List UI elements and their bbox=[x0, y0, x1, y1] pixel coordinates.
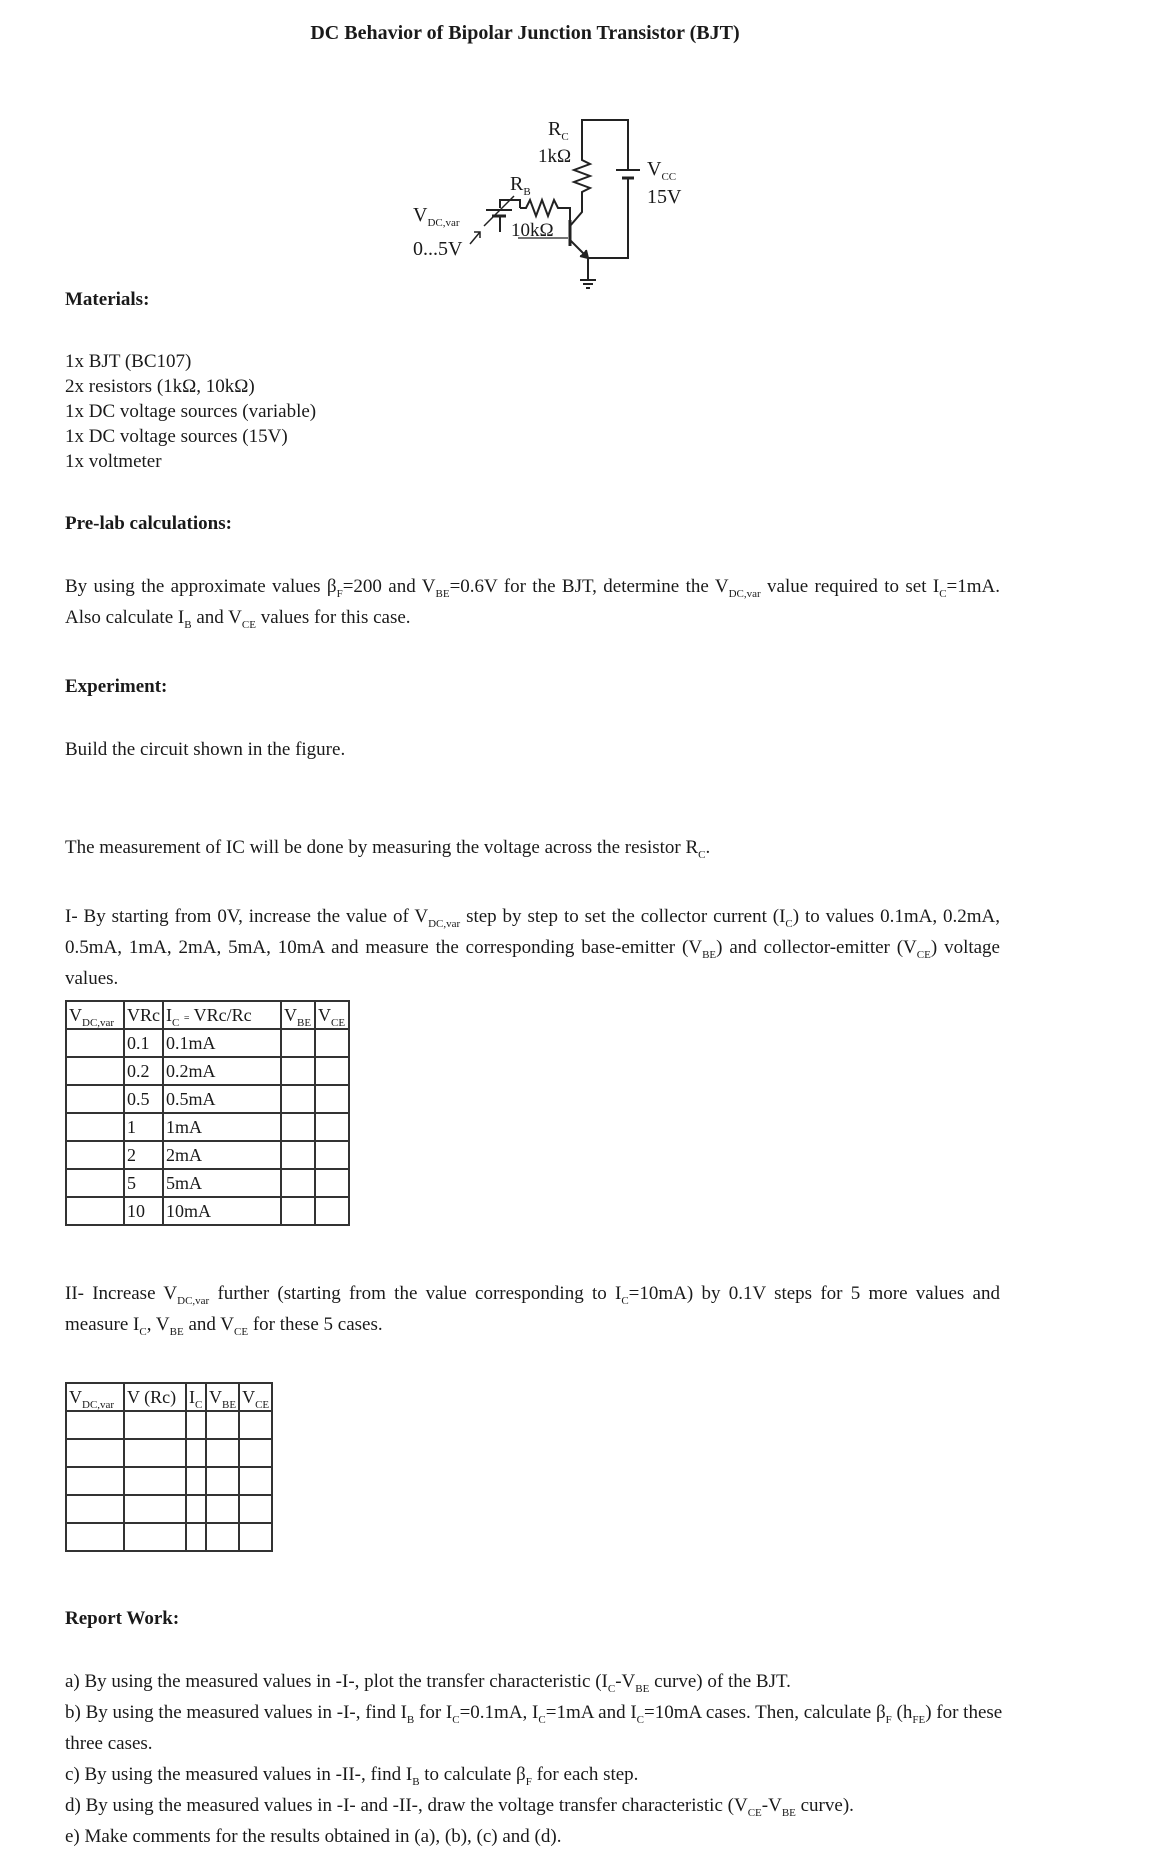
cell-ic: 5mA bbox=[163, 1169, 281, 1197]
measurement-note: The measurement of IC will be done by measuring the voltage across the resistor $R_C$. bbox=[65, 837, 711, 861]
table-row bbox=[66, 1085, 349, 1113]
vcc-label: $V_{CC}$ bbox=[647, 158, 677, 183]
cell-vce[interactable] bbox=[315, 1141, 349, 1169]
cell-vce[interactable] bbox=[239, 1495, 272, 1523]
cell-vce[interactable] bbox=[315, 1057, 349, 1085]
cell-vrc[interactable] bbox=[124, 1411, 186, 1439]
cell-vrc[interactable] bbox=[124, 1523, 186, 1551]
rb-value: 10kΩ bbox=[511, 220, 554, 241]
cell-vbe[interactable] bbox=[281, 1169, 315, 1197]
cell-vbe[interactable] bbox=[281, 1141, 315, 1169]
table-row bbox=[66, 1467, 272, 1495]
cell-vbe[interactable] bbox=[281, 1197, 315, 1225]
cell-vbe[interactable] bbox=[281, 1113, 315, 1141]
table-row bbox=[66, 1141, 349, 1169]
table-row bbox=[66, 1197, 349, 1225]
header-vbe: $V_{BE}$ bbox=[281, 1001, 315, 1029]
cell-ic: 0.2mA bbox=[163, 1057, 281, 1085]
cell-vdc[interactable] bbox=[66, 1523, 124, 1551]
report-item-c: c) By using the measured values in -II-, find $I_B$ to calculate $\beta_F$ for each step. bbox=[65, 1764, 639, 1788]
cell-vdc[interactable] bbox=[66, 1029, 124, 1057]
materials-heading: Materials: bbox=[65, 289, 150, 310]
materials-item: 2x resistors (1kΩ, 10kΩ) bbox=[65, 376, 255, 397]
rc-label: $R_C$ bbox=[548, 118, 569, 143]
cell-vbe[interactable] bbox=[281, 1029, 315, 1057]
cell-vdc[interactable] bbox=[66, 1085, 124, 1113]
header-vrc: VRc bbox=[124, 1001, 163, 1029]
materials-item: 1x DC voltage sources (15V) bbox=[65, 426, 288, 447]
page-title: DC Behavior of Bipolar Junction Transistor (BJT) bbox=[310, 22, 740, 44]
cell-vrc: 2 bbox=[124, 1141, 163, 1169]
measurement-table-2 bbox=[65, 1382, 273, 1552]
vcc-value: 15V bbox=[647, 186, 682, 208]
cell-vrc[interactable] bbox=[124, 1495, 186, 1523]
header-ic: $I_C = VRc/Rc$ bbox=[163, 1001, 281, 1029]
part2-instructions: II- Increase $V_{DC,var}$ further (starting from the value corresponding to $I_C=10mA$) by 0.1V steps for 5 more values and measure $I_C$, $V_{BE}$ and $V_{CE}$ for these 5 cases. bbox=[65, 1283, 1000, 1338]
cell-ic: 0.1mA bbox=[163, 1029, 281, 1057]
report-item-d: d) By using the measured values in -I- and -II-, draw the voltage transfer characteristic ($V_{CE}-V_{BE}$ curve). bbox=[65, 1795, 854, 1819]
header-vce: $V_{CE}$ bbox=[239, 1383, 272, 1411]
cell-vdc[interactable] bbox=[66, 1057, 124, 1085]
experiment-heading: Experiment: bbox=[65, 676, 168, 697]
cell-vdc[interactable] bbox=[66, 1197, 124, 1225]
report-list bbox=[65, 1666, 1025, 1852]
cell-vbe[interactable] bbox=[206, 1523, 239, 1551]
cell-vdc[interactable] bbox=[66, 1467, 124, 1495]
report-item-b: b) By using the measured values in -I-, find $I_B$ for $I_C=0.1mA$, $I_C=1mA$ and $I_C=10mA$ cases. Then, calculate $\beta_F$ $(h_{FE})$ for these three cases. bbox=[65, 1702, 1003, 1754]
part1-instructions: I- By starting from 0V, increase the value of $V_{DC,var}$ step by step to set the collector current $(I_C)$ to values 0.1mA, 0.2mA, 0.5mA, 1mA, 2mA, 5mA, 10mA and measure the corresponding base-emitter $(V_{BE})$ and collector-emitter $(V_{CE})$ voltage values. bbox=[65, 906, 1000, 989]
cell-vrc: 0.5 bbox=[124, 1085, 163, 1113]
table-row bbox=[66, 1113, 349, 1141]
cell-vrc: 0.1 bbox=[124, 1029, 163, 1057]
measurement-table-1 bbox=[65, 1000, 350, 1226]
materials-list bbox=[65, 349, 316, 474]
cell-vbe[interactable] bbox=[206, 1467, 239, 1495]
cell-vrc[interactable] bbox=[124, 1467, 186, 1495]
materials-item: 1x DC voltage sources (variable) bbox=[65, 401, 317, 422]
cell-vce[interactable] bbox=[315, 1029, 349, 1057]
header-vce: $V_{CE}$ bbox=[315, 1001, 349, 1029]
table-row bbox=[66, 1411, 272, 1439]
materials-item: 1x voltmeter bbox=[65, 451, 162, 472]
rc-value: 1kΩ bbox=[538, 146, 572, 167]
header-vbe: $V_{BE}$ bbox=[206, 1383, 239, 1411]
cell-vrc: 10 bbox=[124, 1197, 163, 1225]
cell-ic: 0.5mA bbox=[163, 1085, 281, 1113]
cell-vdc[interactable] bbox=[66, 1439, 124, 1467]
cell-ic[interactable] bbox=[186, 1495, 206, 1523]
report-heading: Report Work: bbox=[65, 1608, 180, 1629]
table-row bbox=[66, 1169, 349, 1197]
table-row bbox=[66, 1523, 272, 1551]
cell-vbe[interactable] bbox=[206, 1495, 239, 1523]
report-item-e: e) Make comments for the results obtained in (a), (b), (c) and (d). bbox=[65, 1826, 562, 1847]
cell-vbe[interactable] bbox=[281, 1057, 315, 1085]
table-header-row bbox=[66, 1001, 349, 1029]
rb-resistor bbox=[520, 200, 570, 220]
header-vdc: $V_{DC,var}$ bbox=[66, 1001, 124, 1029]
cell-vrc: 5 bbox=[124, 1169, 163, 1197]
cell-vbe[interactable] bbox=[206, 1411, 239, 1439]
cell-ic[interactable] bbox=[186, 1467, 206, 1495]
cell-vrc: 0.2 bbox=[124, 1057, 163, 1085]
build-instruction: Build the circuit shown in the figure. bbox=[65, 739, 346, 760]
cell-vbe[interactable] bbox=[206, 1439, 239, 1467]
table-header-row bbox=[66, 1383, 272, 1411]
cell-vce[interactable] bbox=[315, 1113, 349, 1141]
cell-vce[interactable] bbox=[239, 1411, 272, 1439]
header-ic: $I_C$ bbox=[186, 1383, 206, 1411]
bjt-collector bbox=[570, 200, 582, 226]
cell-vrc: 1 bbox=[124, 1113, 163, 1141]
report-item-a: a) By using the measured values in -I-, plot the transfer characteristic ($I_C-V_{BE}$ curve) of the BJT. bbox=[65, 1671, 791, 1695]
rc-resistor bbox=[574, 156, 590, 200]
cell-vdc[interactable] bbox=[66, 1169, 124, 1197]
cell-vdc[interactable] bbox=[66, 1495, 124, 1523]
prelab-heading: Pre-lab calculations: bbox=[65, 513, 232, 534]
variable-mark bbox=[470, 232, 480, 244]
cell-ic[interactable] bbox=[186, 1411, 206, 1439]
cell-ic[interactable] bbox=[186, 1523, 206, 1551]
cell-ic: 1mA bbox=[163, 1113, 281, 1141]
cell-vdc[interactable] bbox=[66, 1113, 124, 1141]
cell-vce[interactable] bbox=[315, 1169, 349, 1197]
cell-vce[interactable] bbox=[315, 1085, 349, 1113]
vcc-wire-down bbox=[588, 178, 628, 258]
header-vrc: V (Rc) bbox=[124, 1383, 186, 1411]
table-row bbox=[66, 1495, 272, 1523]
cell-vrc[interactable] bbox=[124, 1439, 186, 1467]
cell-vce[interactable] bbox=[315, 1197, 349, 1225]
vdc-label: $V_{DC,var}$ bbox=[413, 204, 460, 229]
header-vdc: $V_{DC,var}$ bbox=[66, 1383, 124, 1411]
cell-vce[interactable] bbox=[239, 1467, 272, 1495]
cell-vbe[interactable] bbox=[281, 1085, 315, 1113]
cell-ic: 10mA bbox=[163, 1197, 281, 1225]
cell-vce[interactable] bbox=[239, 1523, 272, 1551]
table-row bbox=[66, 1439, 272, 1467]
cell-ic: 2mA bbox=[163, 1141, 281, 1169]
cell-vdc[interactable] bbox=[66, 1141, 124, 1169]
table-row bbox=[66, 1057, 349, 1085]
rb-label: $R_B$ bbox=[510, 173, 531, 198]
cell-vdc[interactable] bbox=[66, 1411, 124, 1439]
cell-vce[interactable] bbox=[239, 1439, 272, 1467]
cell-ic[interactable] bbox=[186, 1439, 206, 1467]
materials-item: 1x BJT (BC107) bbox=[65, 351, 192, 372]
table-row bbox=[66, 1029, 349, 1057]
vdc-range: 0...5V bbox=[413, 238, 463, 260]
prelab-text: By using the approximate values $\beta_F=200$ and $V_{BE}=0.6V$ for the BJT, determine the $V_{DC,var}$ value required to set $I_C=1mA$. Also calculate $I_B$ and $V_{CE}$ values for this case. bbox=[65, 576, 1000, 631]
